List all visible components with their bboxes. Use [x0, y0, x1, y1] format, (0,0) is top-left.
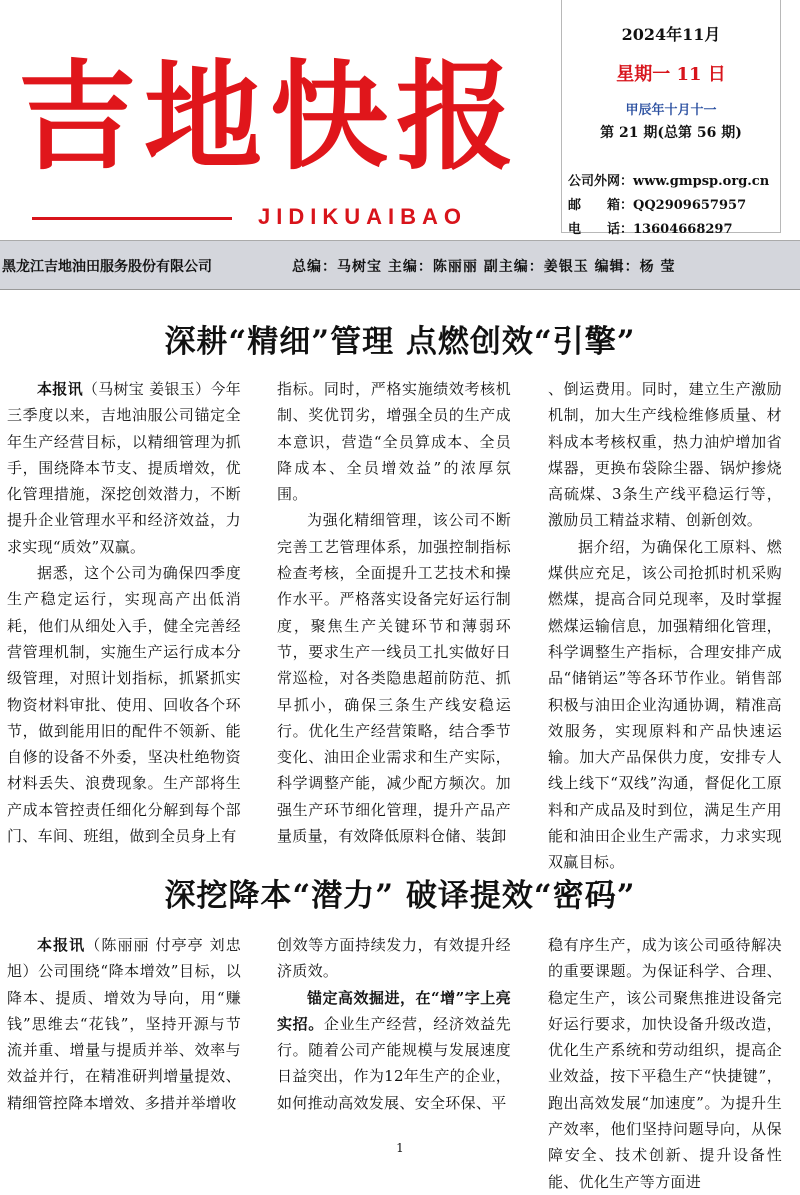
- date-year-month: 2024年11月: [621, 25, 721, 44]
- article1-paragraph-1: 今年三季度以来，吉地油服公司锚定全年生产经营目标，以精细管理为抓手，围绕降本节支、提质增效，优化管理措施，深挖创效潜力，不断提升企业管理水平和经济效益，力求实现“质效”双赢。: [7, 380, 241, 556]
- date-box: [561, 0, 781, 237]
- article1-column-3: [548, 376, 782, 876]
- article1-byline: [7, 376, 241, 560]
- article2-headline: 深挖降本“潜力” 破译提效“密码”: [164, 878, 636, 914]
- article2-subheading: 锚定高效掘进，在“增”字上亮实招。: [277, 988, 511, 1033]
- article2-byline: [7, 932, 241, 1116]
- article2-paragraph-2-cont: 稳有序生产，成为该公司亟待解决的重要课题。为保证科学、合理、稳定生产，该公司聚焦推进设备完好运行要求，加快设备升级改造，优化生产系统和劳动组织，提高企业效益，按下平稳生产“快捷键”，跑出高效发展“加速度”。为提升生产效率，他们坚持问题导向，从保障安全、技术创新、提升设备性能、优化生产等方面进: [548, 936, 782, 1191]
- contact-website-label: 公司外网：: [568, 174, 634, 189]
- article1-column-2-text: [277, 376, 511, 849]
- contact-website: [568, 170, 769, 189]
- article2-paragraph-1-cont: 创效等方面持续发力，有效提升经济质效。: [277, 936, 511, 981]
- article2-column-1: [7, 932, 241, 1116]
- company-name: 黑龙江吉地油田服务股份有限公司: [2, 259, 212, 275]
- contact-email: [568, 194, 746, 213]
- byline-names-2: （陈丽丽 付亭亭 刘忠旭）: [7, 936, 242, 981]
- masthead-pinyin: JIDIKUAIBAO: [258, 204, 468, 229]
- article1-headline: 深耕“精细”管理 点燃创效“引擎”: [164, 324, 636, 360]
- contact-website-value[interactable]: www.gmpsp.org.cn: [633, 174, 770, 189]
- contact-phone-label: 电 话：: [568, 222, 634, 237]
- page-number: 1: [396, 1141, 404, 1155]
- article1-paragraph-4: 据介绍，为确保化工原料、燃煤供应充足，该公司抢抓时机采购燃煤，提高合同兑现率，及时掌握燃煤运输信息，加强精细化管理，科学调整生产指标，合理安排产成品“储销运”等各环节作业。销售部积极与油田企业沟通协调，精准高效服务，实现原料和产品快速运输。加大产品保供力度，安排专人线上线下“双线”沟通，督促化工原料和产成品及时到位，满足生产用能和油田企业生产需求，力求实现双赢目标。: [548, 537, 782, 872]
- article2-column-2: [277, 932, 511, 1116]
- article1-paragraph-2: 据悉，这个公司为确保四季度生产稳定运行，实现高产出低消耗，他们从细处入手，健全完善经营管理机制，实施生产运行成本分级管理，对照计划指标，抓紧抓实物资材料审批、使用、回收各个环节，做到能用旧的配件不领新、能自修的设备不外委，坚决杜绝物资材料丢失、浪费现象。生产部将生产成本管控责任细化分解到每个部门、车间、班组，做到全员身上有: [7, 564, 241, 846]
- article2-paragraph-2-text: 企业生产经营，经济效益先行。随着公司产能规模与发展速度日益突出，作为12年生产的企业，如何推动高效发展、安全环保、平: [277, 1014, 511, 1112]
- contact-email-value: QQ2909657957: [633, 198, 747, 213]
- article1-paragraph-3-cont: 、倒运费用。同时，建立生产激励机制，加大生产线检维修质量、材料成本考核权重，热力油炉增加省煤器，更换布袋除尘器、锅炉掺烧高硫煤、3条生产线平稳运行等，激励员工精益求精、创新创效。: [548, 380, 782, 530]
- editorial-staff: 总编：马树宝 主编：陈丽丽 副主编：姜银玉 编辑：杨 莹: [292, 259, 676, 275]
- issue-number: 第 21 期(总第 56 期): [600, 125, 742, 141]
- byline-lead: 本报讯: [37, 380, 83, 398]
- article2-column-3: [548, 932, 782, 1191]
- article2-paragraph-1: 公司围绕“降本增效”目标，以降本、提质、增效为导向，用“赚钱”思维去“花钱”，坚持开源与节流并重、增量与提质并举、效率与效益并行，在精准研判增量提效、精细管控降本增效、多措并举增收: [7, 962, 241, 1112]
- byline-names: （马树宝 姜银玉）: [82, 380, 211, 398]
- contact-email-label: 邮 箱：: [568, 198, 634, 213]
- contact-phone: [568, 218, 733, 237]
- article1-column-1: [7, 376, 241, 849]
- date-lunar: 甲辰年十月十一: [625, 103, 717, 118]
- article1-paragraph-2-cont: 指标。同时，严格实施绩效考核机制、奖优罚劣，增强全员的生产成本意识，营造“全员算成本、全员降成本、全员增效益”的浓厚氛围。: [277, 380, 511, 504]
- date-weekday: 星期一 11 日: [616, 64, 726, 85]
- info-bar: [0, 240, 800, 290]
- masthead-title: 吉地快报: [18, 47, 523, 186]
- byline-lead-2: 本报讯: [37, 936, 86, 954]
- contact-phone-value: 13604668297: [633, 222, 733, 237]
- article2-paragraph-2: [277, 985, 511, 1116]
- article1-paragraph-3: 为强化精细管理，该公司不断完善工艺管理体系，加强控制指标检查考核，全面提升工艺技术和操作水平。严格落实设备完好运行制度，聚焦生产关键环节和薄弱环节，要求生产一线员工扎实做好日常巡检，对各类隐患超前防范、抓早抓小，确保三条生产线安稳运行。优化生产经营策略，结合季节变化、油田企业需求和生产实际，科学调整产能，减少配方频次。加强生产环节细化管理，提升产品产量质量，有效降低原料仓储、装卸: [277, 511, 511, 846]
- masthead-red-rule: [32, 217, 232, 220]
